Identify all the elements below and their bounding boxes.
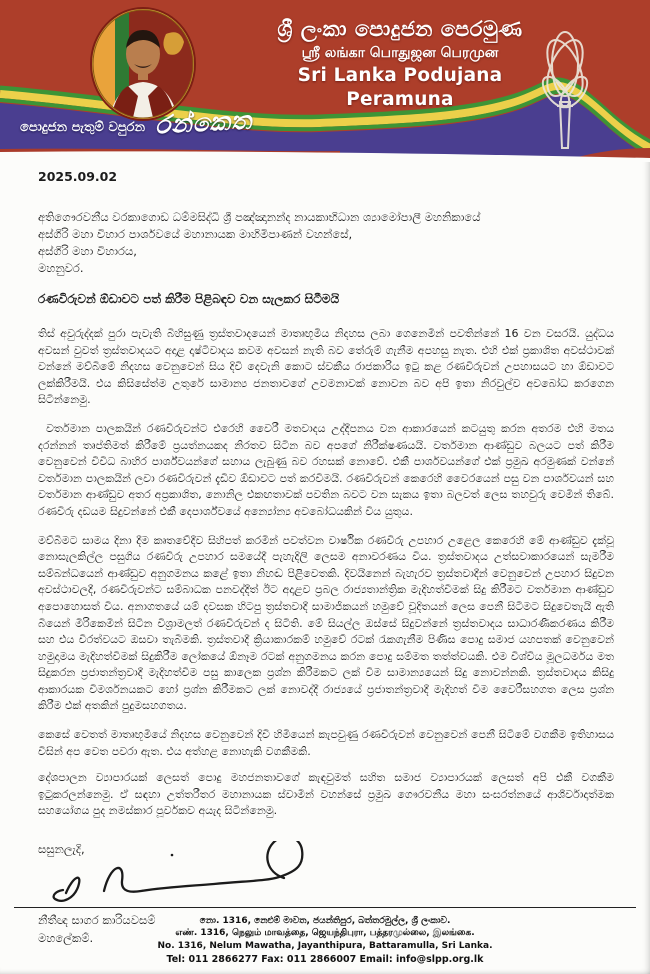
body-paragraph: මව්බිමට සාමය දිනා දීම කෘතවේදීව සිහිපත් කරමින් පවත්වන වාර්ෂික රණවිරු උපහාර උළෙල කෙරෙහි මේ ආණ්ඩුව දැක්වූ නොසැලකිල්ල පසුගිය රණවිරු උපහාර සමයේදී පැහැදිලි ලෙසම අනාවරණය විය. ත්‍රස්තවාදය උත්සවාකාරයෙන් සැමරීම සම්බන්ධයෙන් ආණ්ඩුව අනුගමනය කළේ ඉතා නිහඬ පිළිවෙතකි. දිවයිනෙන් බැහැරව ත්‍රස්තවාදීන් වෙනුවෙන් උපහාර සිදුවන අවස්ථාවලදී, රණවිරුවන්ට සම්බාධක පනවද්දීත් ඊට අදාළව ප්‍රබල රාජ්‍යතාන්ත්‍රික මැදිහත්වීමක් සිදු කිරීමට වර්තමාන ආණ්ඩුව අපොහොසත් විය. අනාගතයේ යම් දවසක හිටපු ත්‍රස්තවාදී සාමාජිකයන් හමුවේ චූදිතයන් ලෙස පෙනී සිටීමට සිදුවෙතැයි ඇති බියෙන් මිරිකෙමින් සිටින විශ්‍රාමලත් රණවිරුවන් ද සිටිති. මේ සියල්ල ඔස්සේ සිදුවන්නේ ත්‍රස්තවාදය සාධාරණීකරණය කිරීම සහ එය වීරත්වයට ඔසවා තැබීමකි. ත්‍රස්තවාදී ක්‍රියාකාරකම් හමුවේ රටක් රැකගැනීම පිණිස පොදු සමාජ යහපතක් වෙනුවෙන් හමුදාමය මැදිහත්වීමක් සිදුකිරීම ලෝකයේ ඕනෑම රටක් අනුගමනය කරන පොදු සම්මත තත්ත්වයකි. එම විශ්විය මූලධර්මය මත සිදුකරන ප්‍රජාතන්ත්‍රවාදී මැදිහත්වීම පසු කාලෙක ප්‍රශ්න කිරීමකට ලක් වීම සාමාන්‍යයෙන් සිදු නොවන්නකි. ත්‍රස්තවාදය කිසිදු ආකාරයක විමර්ශනයකට හෝ ප්‍රශ්න කිරීමකට ලක් නොවද්දී රාජ්‍යයේ ප්‍රජාතන්ත්‍රවාදී මැදිහත් වීම වෛරීසහගත ලෙස ප්‍රශ්න කිරීම එක් අතකින් පුදුමසහගතය. [38,533,614,713]
party-name-english: Sri Lanka Podujana Peramuna [297,65,503,110]
recipient-line: මහනුවර. [38,261,84,275]
recipient-address-block [38,209,614,277]
recipient-line: අස්ගිරි මහා විහාරය, [38,244,137,258]
letter-body [0,169,650,947]
body-paragraph: වර්තමාන පාලකයින් රණවිරුවන්ට එරෙහි වෛරී මතවාදය උද්දීපනය වන ආකාරයෙන් කටයුතු කරන අතරම එහි මතය දරන්නන් තෘප්තිමත් කිරීමේ ප්‍රයත්නයකද නිරතව සිටින බව අපගේ නිරීක්ෂණයයි. වර්තමාන ආණ්ඩුව බලයට පත් කිරීම වෙනුවෙන් විවිධ බාහිර පාර්ශ්වයන්ගේ සහාය ලැබුණු බව රහසක් නොවේ. එකී පාර්ශවයන්ගේ එක් ප්‍රමුඛ අරමුණක් වන්නේ වර්තමාන පාලකයින් ලවා රණවිරුවන් දැඩිව ඕඩාවට පත් කරවීමයි. රණවිරුවන් කෙරෙහි වෛරයෙන් පසු වන පාර්ශවයන් සහ වර්තමාන ආණ්ඩුව අතර අප්‍රකාශිත, නොනිල එකඟතාවක් පවතින බවට වන සැකය ඉතා බලවත් ලෙස තහවුරු වෙමින් තිබේ. රණවිරු දඩයම සිදුවන්නේ එකී දෙපාර්ශ්වයේ අන්‍යෝන්‍ය අවබෝධයකින් විය යුතුය. [38,421,614,518]
tagline-prefix: පොදුජන පැතුම් වපුරන [20,120,145,135]
recipient-line: අස්ගිරි මහා විහාර පාර්ශවයේ මහානායක මාහිමිපාණන් වහන්සේ, [38,227,353,241]
handwritten-signature [52,841,352,911]
signatory-title: මහලේකම්. [38,931,94,946]
tagline [20,105,253,140]
body-paragraph: දේශපාලන ව්‍යාපාරයක් ලෙසත් පොදු මහජනතාවගේ කැඳවුමත් සහිත සමාජ ව්‍යාපාරයක් ලෙසත් අපි එකී වගකීම ඉටුකරලන්නෙමු. ඒ සඳහා උත්තරීතර මහානායක ස්වාමීන් වහන්සේ ප්‍රමුඛ ගෞරවනීය මහා සංඝරත්නයේ ආශීර්වාදාත්මක සහයෝගය පුද නමස්කාර පූර්වකව අයැද සිටින්නෙමු. [38,771,614,818]
footer-address-block [0,907,650,967]
footer-address-english: No. 1316, Nelum Mawatha, Jayanthipura, Battaramulla, Sri Lanka. [157,940,493,951]
leader-portrait-photo [88,6,198,122]
party-name-block [255,16,545,112]
body-paragraph: කෙසේ වෙතත් මාතෘභූමියේ නිදහස වෙනුවෙන් දිවි හිමියෙන් කැපවුණු රණවිරුවන් වෙනුවෙන් පෙනී සිටීමේ වගකීම ඉතිහාසය විසින් අප වෙත පවරා ඇත. එය අත්හළ නොහැකි වගකීමකි. [38,728,614,758]
footer-divider [14,907,636,908]
body-paragraph: තිස් අවුරුද්දක් පුරා පැවැති බිහිසුණු ත්‍රස්තවාදයෙන් මාතෘභූමිය නිදහස ලබා ගෙනෙමින් පවතින්නේ 16 වන වසරයි. යුද්ධය අවසන් වුවත් ත්‍රස්තවාදයට අදාළ දෘෂ්ටිවාදය කවම අවසන් නැති බව තේරුම් ගැනීම අපහසු නැත. එහි එක් ප්‍රකාශිත අවස්ථාවක් වන්නේ මව්බිමේ නිදහස වෙනුවෙන් සිය දිවි දෙවැනි කොට ස්වකීය රාජකාරිය ඉටු කළ රණවිරුවන් උපහාසයට හා ඕඩාවට ලක්කිරීමයි. එය කිසිසේත්ම උතුරේ සාමාන්‍ය ජනතාවගේ උවමනාවක් නොවන බව අපි ඉතා නිරවුල්ව අවබෝධ කරගෙන සිටින්නෙමු. [38,327,614,407]
party-name-tamil: ஸ்ரீ லங்கா பொதுஜன பெரமுன [301,45,499,61]
subject-line: රණවිරුවන් ඕඩාවට පත් කිරීම පිළිබඳව වන සැලකර සිටීමයි [38,292,340,306]
letterhead [0,0,650,162]
footer-address-tamil: எண். 1316, நெலும் மாவத்தை, ஜெயந்திபுரா, பத்தரமுல்லை, இலங்கை. [175,928,475,938]
party-name-sinhala: ශ්‍රී ලංකා පොදුජන පෙරමුණ [277,17,523,41]
closing-salutation: සසුනලැදි, [38,842,85,857]
footer-contact-line: Tel: 011 2866277 Fax: 011 2866007 Email: info@slpp.org.lk [166,954,484,965]
letter-date: 2025.09.02 [38,169,118,184]
footer-address-sinhala: නො. 1316, නෙළුම් මාවත, ජයන්තිපුර, බත්තරමුල්ල, ශ්‍රී ලංකාව. [199,915,451,926]
tagline-script-word: රන්කෙත [154,105,253,140]
signatory-name: නීතීඥ සාගර කාරියවසම් [38,913,156,928]
recipient-line: අතිගෞරවනීය වරකාගොඩ ධම්මසිද්ධි ශ්‍රී පඤ්ඤානන්ද නායකාභිධාන ශ්‍යාමෝපාලී මහනිකායේ [38,210,481,224]
